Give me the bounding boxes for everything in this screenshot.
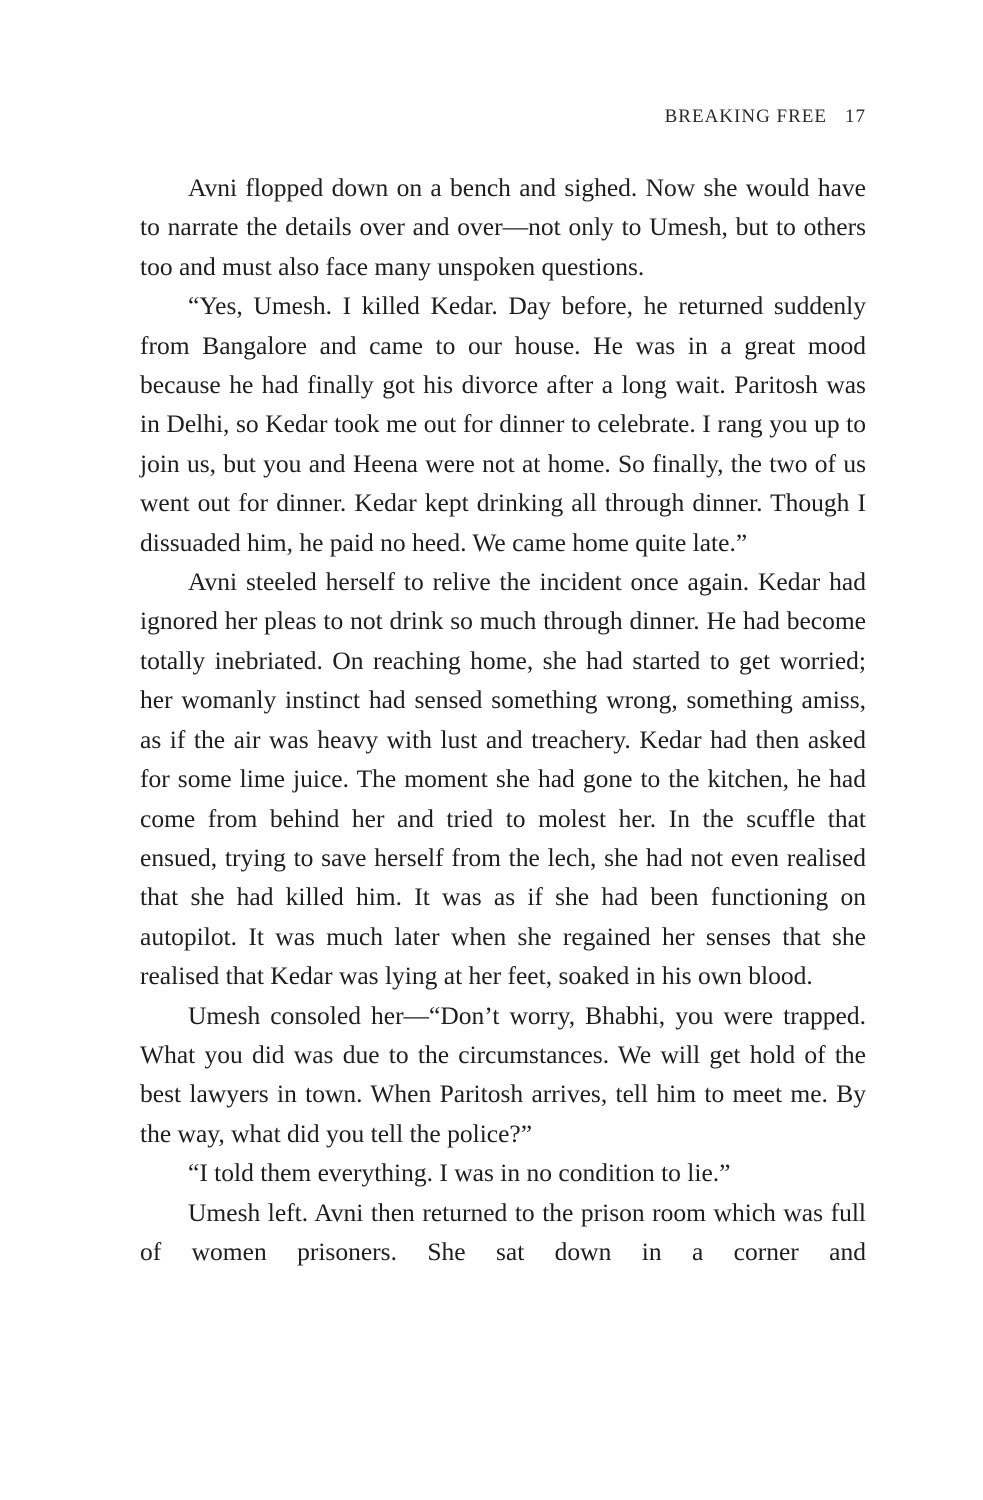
paragraph: Avni flopped down on a bench and sighed. Now she would have to narrate the details over and over—not only to Umesh, but to others too and must also face many unspoken questions. bbox=[140, 173, 866, 281]
page-number: 17 bbox=[845, 106, 866, 127]
running-head bbox=[665, 106, 866, 128]
paragraph: Umesh left. Avni then returned to the prison room which was full of women prisoners. She sat down in a corner and bbox=[140, 1197, 866, 1266]
paragraph: “Yes, Umesh. I killed Kedar. Day before, he returned suddenly from Bangalore and came to our house. He was in a great mood because he had finally got his divorce after a long wait. Paritosh was in Delhi, so Kedar took me out for dinner to celebrate. I rang you up to join us, but you and Heena were not at home. So finally, the two of us went out for dinner. Kedar kept drinking all through dinner. Though I dissuaded him, he paid no heed. We came home quite late.” bbox=[140, 291, 866, 557]
paragraph: “I told them everything. I was in no condition to lie.” bbox=[188, 1158, 731, 1188]
paragraph: Umesh consoled her—“Don’t worry, Bhabhi, you were trapped. What you did was due to the circumstances. We will get hold of the best lawyers in town. When Paritosh arrives, tell him to meet me. By the way, what did you tell the police?” bbox=[140, 1000, 866, 1148]
body-text bbox=[140, 168, 866, 1271]
running-title: BREAKING FREE bbox=[664, 106, 827, 127]
paragraph: Avni steeled herself to relive the incident once again. Kedar had ignored her pleas to not drink so much through dinner. He had become totally inebriated. On reaching home, she had started to get worried; her womanly instinct had sensed something wrong, something amiss, as if the air was heavy with lust and treachery. Kedar had then asked for some lime juice. The moment she had gone to the kitchen, he had come from behind her and tried to molest her. In the scuffle that ensued, trying to save herself from the lech, she had not even realised that she had killed him. It was as if she had been functioning on autopilot. It was much later when she regained her senses that she realised that Kedar was lying at her feet, soaked in his own blood. bbox=[140, 567, 866, 991]
